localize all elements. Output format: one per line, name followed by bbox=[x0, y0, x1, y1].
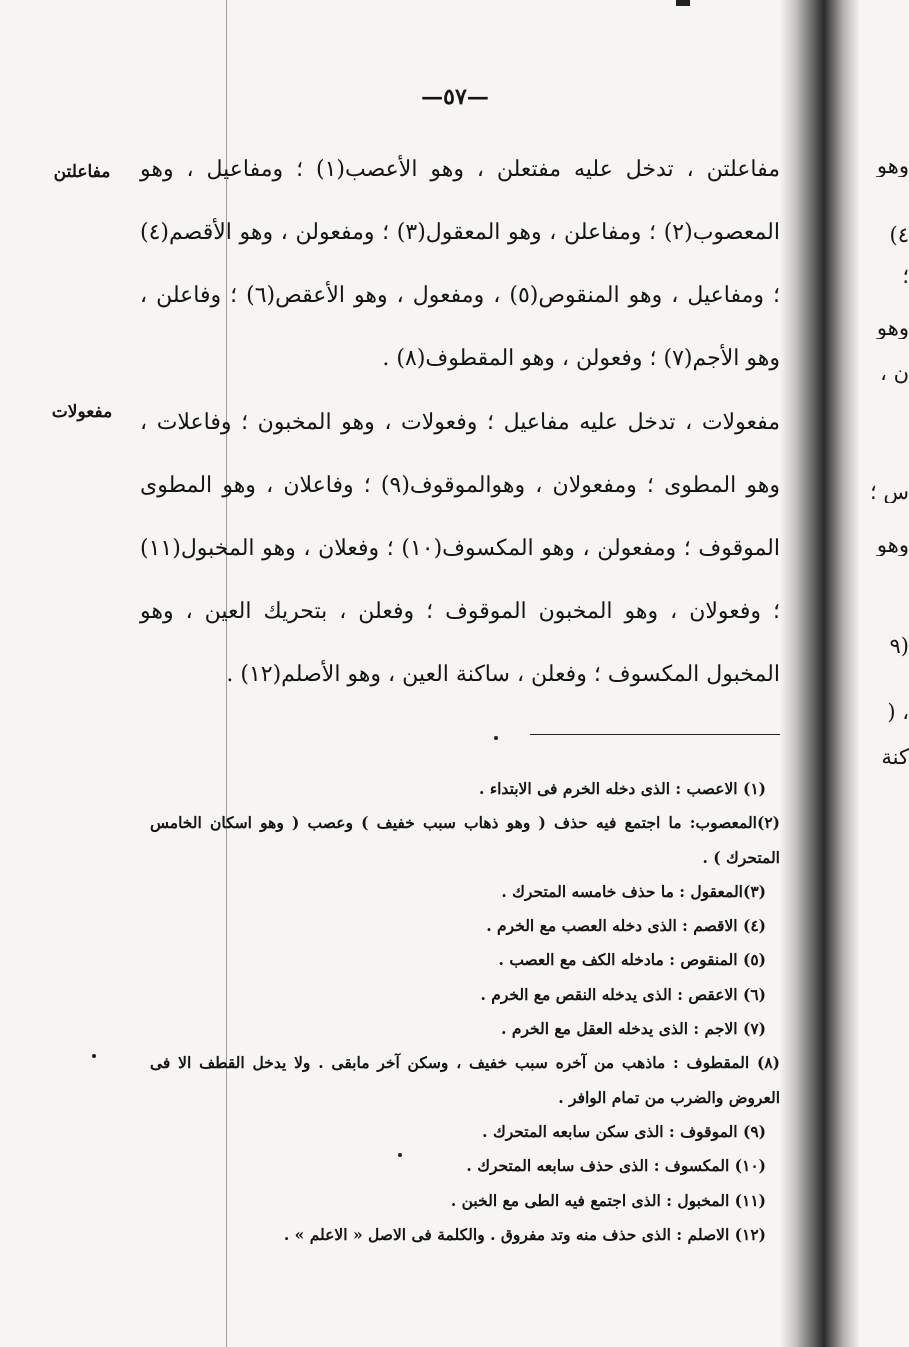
footnote-6: (٦) الاعقص : الذى يدخله النقص مع الخرم . bbox=[480, 984, 766, 1004]
footnote-8: (٨) المقطوف : ماذهب من آخره سبب خفيف ، وسكن آخر مابقى . ولا يدخل القطف الا فى العروض والضرب من تمام الوافر . bbox=[150, 1053, 780, 1107]
facing-page-fragment: ٤) bbox=[889, 225, 909, 246]
facing-page-fragment: وهو bbox=[876, 535, 909, 556]
book-gutter-shadow bbox=[780, 0, 860, 1347]
footnote-3: (٣)المعقول : ما حذف خامسه المتحرك . bbox=[501, 881, 766, 901]
footnote-12: (١٢) الاصلم : الذى حذف منه وتد مفروق . والكلمة فى الاصل « الاعلم » . bbox=[283, 1224, 766, 1244]
scan-mark bbox=[676, 0, 690, 6]
facing-page-fragment: ؛ bbox=[902, 266, 909, 287]
paragraph-mafoolatu bbox=[140, 391, 780, 706]
paragraph-text: مفعولات ، تدخل عليه مفاعيل ؛ وفعولات ، وهو المخبون ؛ وفاعلات ، وهو المطوى ؛ ومفعولان ، وهوالموقوف(٩) ؛ وفاعلان ، وهو المطوى الموقوف ؛ ومفعولن ، وهو المكسوف(١٠) ؛ وفعلان ، وهو المخبول(١١) ؛ وفعولان ، وهو المخبون الموقوف ؛ وفعلن ، بتحريك العين ، وهو المخبول المكسوف ؛ وفعلن ، ساكنة العين ، وهو الأصلم(١٢) . bbox=[140, 410, 780, 687]
margin-label-mufaalatun: مفاعلتن bbox=[53, 162, 111, 182]
ink-speck bbox=[92, 1054, 96, 1058]
footnote-9: (٩) الموقوف : الذى سكن سابعه المتحرك . bbox=[482, 1121, 766, 1141]
facing-page-fragment: وهو bbox=[876, 156, 909, 177]
footnotes bbox=[150, 772, 780, 1252]
footnote-5: (٥) المنقوص : مادخله الكف مع العصب . bbox=[498, 950, 766, 970]
footnote-1: (١) الاعصب : الذى دخله الخرم فى الابتداء . bbox=[479, 779, 766, 798]
footnote-4: (٤) الاقصم : الذى دخله العصب مع الخرم . bbox=[486, 916, 766, 936]
footnote-2: (٢)المعصوب: ما اجتمع فيه حذف ( وهو ذهاب سبب خفيف ) وعصب ( وهو اسكان الخامس المتحرك ) . bbox=[150, 813, 780, 867]
facing-page-fragment: ن ، bbox=[880, 363, 909, 384]
paragraph-mufaalatun bbox=[140, 138, 780, 390]
footnote-11: (١١) المخبول : الذى اجتمع فيه الطى مع الخبن . bbox=[450, 1190, 766, 1210]
facing-page-fragment: ، ( bbox=[887, 702, 909, 723]
footnote-7: (٧) الاجم : الذى يدخله العقل مع الخرم . bbox=[501, 1019, 766, 1039]
footnote-10: (١٠) المكسوف : الذى حذف سابعه المتحرك . bbox=[466, 1156, 766, 1176]
ink-speck bbox=[494, 736, 498, 740]
page-number: —٥٧— bbox=[421, 84, 489, 110]
facing-page-fragment: كنة bbox=[881, 747, 909, 768]
facing-page-fragment: (٩ bbox=[889, 636, 909, 657]
margin-label-mafoolatu: مفعولات bbox=[51, 402, 113, 422]
facing-page-fragment: س ؛ bbox=[870, 482, 909, 503]
paragraph-text: مفاعلتن ، تدخل عليه مفتعلن ، وهو الأعصب(١) ؛ ومفاعيل ، وهو المعصوب(٢) ؛ ومفاعلن ، وهو المعقول(٣) ؛ ومفعولن ، وهو الأقصم(٤) ؛ ومفاعيل ، وهو المنقوص(٥) ، ومفعول ، وهو الأعقص(٦) ؛ وفاعلن ، وهو الأجم(٧) ؛ وفعولن ، وهو المقطوف(٨) . bbox=[140, 157, 781, 371]
footnote-separator bbox=[530, 734, 780, 735]
facing-page-fragment: وهو bbox=[876, 318, 909, 339]
